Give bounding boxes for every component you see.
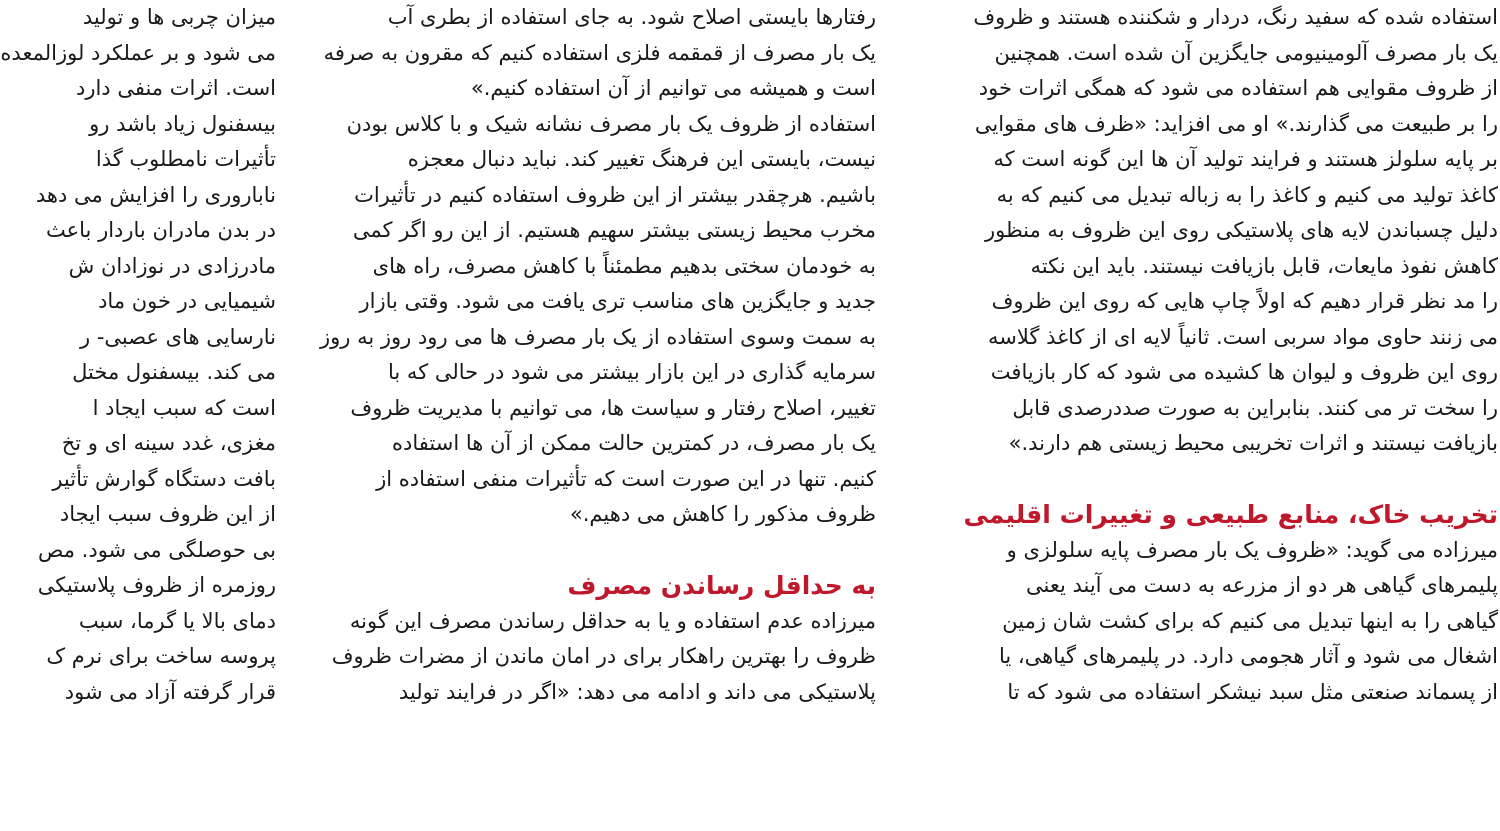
text-line: در بدن مادران باردار باعث bbox=[46, 218, 276, 242]
text-line: بافت دستگاه گوارش تأثیر bbox=[52, 466, 276, 491]
text-line: کاهش نفوذ مایعات، قابل بازیافت نیستند. باید این نکته bbox=[1030, 253, 1498, 278]
article-column-middle bbox=[296, 0, 876, 710]
text-line: دمای بالا یا گرما، سبب bbox=[78, 608, 276, 633]
text-line: اشغال می شود و آثار هجومی دارد. در پلیمرهای گیاهی، یا bbox=[998, 644, 1498, 668]
text-line: ناباروری را افزایش می دهد bbox=[35, 182, 276, 207]
text-line: دلیل چسباندن لایه های پلاستیکی روی این ظروف به منظور bbox=[984, 218, 1498, 242]
text-line: ظروف مذکور را کاهش می دهیم.» bbox=[569, 502, 876, 526]
text-line: است. اثرات منفی دارد bbox=[75, 76, 276, 100]
text-line: یک بار مصرف از قمقمه فلزی استفاده کنیم که مقرون به صرفه bbox=[323, 40, 876, 65]
text-line: مادرزادی در نوزادان ش bbox=[68, 253, 276, 278]
text-line: یک بار مصرف، در کمترین حالت ممکن از آن ها استفاده bbox=[392, 431, 876, 455]
text-line: کاغذ تولید می کنیم و کاغذ را به زباله تبدیل می کنیم که به bbox=[996, 182, 1498, 207]
text-line: نارسایی های عصبی- ر bbox=[80, 324, 276, 349]
text-line: استفاده از ظروف یک بار مصرف نشانه شیک و با کلاس بودن bbox=[346, 111, 876, 136]
text-line: پروسه ساخت برای نرم ک bbox=[46, 644, 276, 668]
text-line: بر پایه سلولز هستند و فرایند تولید آن ها این گونه است که bbox=[993, 147, 1498, 171]
text-line: می شود و بر عملکرد لوزالمعده bbox=[0, 40, 276, 65]
article-column-left bbox=[0, 0, 276, 710]
section-heading-minimize-consumption: به حداقل رساندن مصرف bbox=[567, 571, 876, 600]
text-line: استفاده شده که سفید رنگ، دردار و شکننده هستند و ظروف bbox=[973, 5, 1498, 29]
text-line: مخرب محیط زیستی بیشتر سهیم هستیم. از این رو اگر کمی bbox=[352, 218, 876, 242]
text-line: شیمیایی در خون ماد bbox=[98, 289, 276, 313]
section-heading-soil-climate: تخریب خاک، منابع طبیعی و تغییرات اقلیمی bbox=[963, 500, 1498, 529]
text-line: می کند. بیسفنول مختل bbox=[72, 360, 276, 384]
text-line: گیاهی را به اینها تبدیل می کنیم که برای کشت شان زمین bbox=[1002, 608, 1498, 633]
text-line: روی این ظروف و لیوان ها کشیده می شود که کار بازیافت bbox=[990, 360, 1498, 384]
text-line: را سخت تر می کنند. بنابراین به صورت صددرصدی قابل bbox=[1012, 395, 1498, 420]
text-line: نیست، بایستی این فرهنگ تغییر کند. نباید دنبال معجزه bbox=[407, 147, 876, 171]
text-line: بازیافت نیستند و اثرات تخریبی محیط زیستی هم دارند.» bbox=[1008, 431, 1498, 455]
text-line: میزان چربی ها و تولید bbox=[82, 5, 276, 29]
text-line: از پسماند صنعتی مثل سبد نیشکر استفاده می شود که تا bbox=[1007, 679, 1498, 704]
text-line: تغییر، اصلاح رفتار و سیاست ها، می توانیم با مدیریت ظروف bbox=[350, 395, 876, 420]
text-line: میرزاده عدم استفاده و یا به حداقل رساندن مصرف این گونه bbox=[349, 608, 876, 633]
text-line: میرزاده می گوید: «ظروف یک بار مصرف پایه سلولزی و bbox=[1006, 537, 1498, 562]
text-line: به خودمان سختی بدهیم مطمئناً با کاهش مصرف، راه های bbox=[372, 253, 876, 278]
text-line: باشیم. هرچقدر بیشتر از این ظروف استفاده کنیم در تأثیرات bbox=[354, 182, 876, 207]
text-line: از ظروف مقوایی هم استفاده می شود که همگی اثرات خود bbox=[978, 76, 1498, 100]
text-line: را بر طبیعت می گذارند.» او می افزاید: «ظرف های مقوایی bbox=[974, 111, 1498, 136]
text-line: جدید و جایگزین های مناسب تری یافت می شود. وقتی بازار bbox=[359, 289, 876, 313]
text-line: می زنند حاوی مواد سربی است. ثانیاً لایه ای از کاغذ گلاسه bbox=[988, 324, 1498, 349]
text-line: را مد نظر قرار دهیم که اولاً چاپ هایی که روی این ظروف bbox=[991, 289, 1498, 313]
text-line: پلاستیکی می داند و ادامه می دهد: «اگر در فرایند تولید bbox=[398, 679, 876, 704]
text-line: مغزی، غدد سینه ای و تخ bbox=[61, 431, 276, 455]
text-line: کنیم. تنها در این صورت است که تأثیرات منفی استفاده از bbox=[376, 466, 876, 491]
text-line: است که سبب ایجاد ا bbox=[92, 395, 276, 420]
text-line: یک بار مصرف آلومینیومی جایگزین آن شده است. همچنین bbox=[994, 40, 1498, 65]
text-line: سرمایه گذاری در این بازار بیشتر می شود در حالی که با bbox=[388, 360, 876, 384]
text-line: رفتارها بایستی اصلاح شود. به جای استفاده از بطری آب bbox=[387, 5, 876, 29]
text-line: از این ظروف سبب ایجاد bbox=[59, 502, 276, 526]
paragraph-gap bbox=[918, 462, 1498, 498]
text-line: تأثیرات نامطلوب گذا bbox=[95, 147, 276, 171]
text-line: به سمت وسوی استفاده از یک بار مصرف ها می رود روز به روز bbox=[319, 324, 876, 349]
text-line: بی حوصلگی می شود. مص bbox=[38, 537, 276, 562]
text-line: قرار گرفته آزاد می شود bbox=[64, 679, 276, 704]
text-line: ظروف را بهترین راهکار برای در امان ماندن از مضرات ظروف bbox=[331, 644, 876, 668]
text-line: بیسفنول زیاد باشد رو bbox=[89, 111, 276, 136]
article-column-right bbox=[918, 0, 1498, 710]
text-line: پلیمرهای گیاهی هر دو از مزرعه به دست می آیند یعنی bbox=[1025, 573, 1498, 597]
text-line: روزمره از ظروف پلاستیکی bbox=[37, 573, 276, 597]
paragraph-gap bbox=[296, 533, 876, 569]
text-line: است و همیشه می توانیم از آن استفاده کنیم.» bbox=[470, 76, 876, 100]
